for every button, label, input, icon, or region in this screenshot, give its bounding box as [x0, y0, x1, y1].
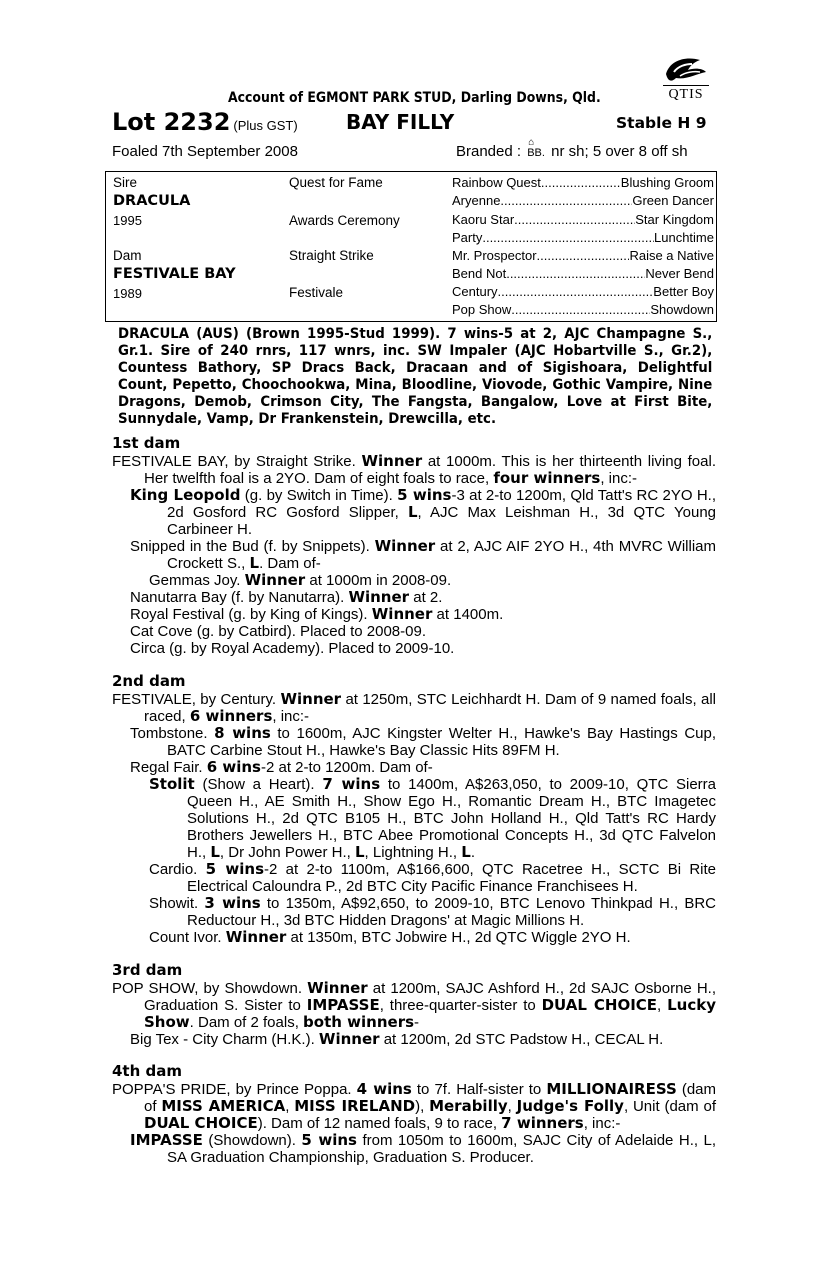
branded-label: Branded :	[456, 143, 522, 160]
vendor-account: Account of EGMONT PARK STUD, Darling Downs, Qld.	[228, 90, 601, 106]
progeny-entry: Stolit (Show a Heart). 7 wins to 1400m, A$263,050, to 2009-10, QTC Sierra Queen H., AE Smith H., Show Ego H., Romantic Dream H., BTC Imagetec Solutions H., 2d QTC B105 H., BTC John Holland H., Qld Tatt's RC Hardy Brothers Jewellers H., BTC Abee Promotional Concepts H., 3d QTC Falvelon H., L, Dr John Power H., L, Lightning H., L.	[149, 775, 717, 861]
sire-summary: DRACULA (AUS) (Brown 1995-Stud 1999). 7 wins-5 at 2, AJC Champagne S., Gr.1. Sire of 240 rnrs, 117 wnrs, inc. SW Impaler (AJC Hobartville S., Gr.2), Countess Bathory, SP Dracs Back, Dracaan and of Sigishoara, Delightful Count, Pepetto, Choochookwa, Mina, Bloodline, Viovode, Gothic Vampire, Nine Dragons, Demob, Crimson City, The Fangsta, Bangalow, Love at First Bite, Sunnydale, Vamp, Dr Frankenstein, Drewcilla, etc.	[118, 326, 713, 427]
qtis-logo	[660, 52, 710, 108]
gen3-row: Aryenne ..... Green Dancer	[452, 192, 714, 210]
branded-info	[456, 137, 688, 160]
dam-dam: Festivale	[289, 285, 344, 300]
second-dam-section	[112, 673, 716, 946]
sire-name: DRACULA	[113, 193, 191, 209]
section-heading: 1st dam	[112, 434, 181, 452]
progeny-entry: Nanutarra Bay (f. by Nanutarra). Winner at 2.	[130, 588, 443, 606]
third-dam-section	[112, 962, 716, 1048]
fourth-dam-section	[112, 1063, 716, 1166]
dam-paragraph: FESTIVALE, by Century. Winner at 1250m, STC Leichhardt H. Dam of 9 named foals, all raced, 6 winners, inc:-	[112, 690, 716, 725]
gen3-row: Century ..... Better Boy	[452, 283, 714, 301]
sire-year: 1995	[113, 213, 142, 228]
gen3-row: Party ..... Lunchtime	[452, 229, 714, 247]
foaled-date: Foaled 7th September 2008	[112, 143, 298, 160]
dam-paragraph: POP SHOW, by Showdown. Winner at 1200m, SAJC Ashford H., 2d SAJC Osborne H., Graduation S. Sister to IMPASSE, three-quarter-sister to DUAL CHOICE, Lucky Show. Dam of 2 foals, both winners-	[112, 979, 716, 1031]
progeny-entry: Snipped in the Bud (f. by Snippets). Winner at 2, AJC AIF 2YO H., 4th MVRC William Crockett S., L. Dam of-	[130, 537, 716, 572]
progeny-entry: Showit. 3 wins to 1350m, A$92,650, to 2009-10, BTC Lenovo Thinkpad H., BRC Reductour H., 3d BTC Hidden Dragons' at Magic Millions H.	[149, 894, 716, 929]
progeny-entry: IMPASSE (Showdown). 5 wins from 1050m to 1600m, SAJC City of Adelaide H., L, SA Graduation Championship, Graduation S. Producer.	[130, 1131, 717, 1166]
first-dam-section	[112, 435, 716, 657]
stable-location: Stable H 9	[616, 114, 707, 132]
dam-name: FESTIVALE BAY	[113, 266, 236, 282]
dam-label: Dam	[113, 248, 142, 263]
sire-dam: Awards Ceremony	[289, 213, 400, 228]
progeny-entry: Cat Cove (g. by Catbird). Placed to 2008-09.	[130, 623, 426, 640]
progeny-entry: King Leopold (g. by Switch in Time). 5 wins-3 at 2-to 1200m, Qld Tatt's RC 2YO H., 2d Gosford RC Gosford Slipper, L, AJC Max Leishman H., 3d QTC Young Carbineer H.	[130, 486, 717, 538]
progeny-entry: Circa (g. by Royal Academy). Placed to 2009-10.	[130, 640, 455, 657]
logo-text: QTIS	[663, 85, 709, 103]
progeny-entry: Count Ivor. Winner at 1350m, BTC Jobwire H., 2d QTC Wiggle 2YO H.	[149, 928, 631, 946]
progeny-entry: Tombstone. 8 wins to 1600m, AJC Kingster Welter H., Hawke's Bay Hastings Cup, BATC Carbine Stout H., Hawke's Bay Classic Hits 89FM H.	[130, 724, 717, 759]
sire-sire: Quest for Fame	[289, 175, 383, 190]
progeny-entry: Cardio. 5 wins-2 at 2-to 1100m, A$166,600, QTC Racetree H., SCTC Bi Rite Electrical Caloundra P., 2d BTC City Pacific Finance Franchisees H.	[149, 860, 716, 895]
dam-paragraph: FESTIVALE BAY, by Straight Strike. Winner at 1000m. This is her thirteenth living foal. Her twelfth foal is a 2YO. Dam of eight foals to race, four winners, inc:-	[112, 452, 716, 487]
progeny-entry: Gemmas Joy. Winner at 1000m in 2008-09.	[149, 571, 452, 589]
section-heading: 4th dam	[112, 1062, 182, 1080]
progeny-entry: Regal Fair. 6 wins-2 at 2-to 1200m. Dam of-	[130, 758, 433, 776]
gen3-row: Rainbow Quest ..... Blushing Groom	[452, 174, 714, 192]
section-heading: 2nd dam	[112, 672, 186, 690]
dam-sire: Straight Strike	[289, 248, 374, 263]
gen3-row: Kaoru Star ..... Star Kingdom	[452, 211, 714, 229]
progeny-entry: Royal Festival (g. by King of Kings). Winner at 1400m.	[130, 605, 504, 623]
section-heading: 3rd dam	[112, 961, 183, 979]
lot-label: Lot 2232	[112, 108, 231, 136]
brand-detail: nr sh; 5 over 8 off sh	[551, 143, 688, 160]
dam-year: 1989	[113, 286, 142, 301]
pedigree-table	[105, 171, 717, 322]
brand-mark: ⌂ BB.	[527, 137, 545, 159]
lot-number	[112, 108, 298, 136]
gen3-row: Mr. Prospector ..... Raise a Native	[452, 247, 714, 265]
progeny-entry: Big Tex - City Charm (H.K.). Winner at 1200m, 2d STC Padstow H., CECAL H.	[130, 1030, 664, 1048]
dam-paragraph: POPPA'S PRIDE, by Prince Poppa. 4 wins to 7f. Half-sister to MILLIONAIRESS (dam of MISS AMERICA, MISS IRELAND), Merabilly, Judge's Folly, Unit (dam of DUAL CHOICE). Dam of 12 named foals, 9 to race, 7 winners, inc:-	[112, 1080, 717, 1132]
gen3-row: Pop Show ..... Showdown	[452, 301, 714, 319]
horse-description: BAY FILLY	[346, 110, 455, 134]
gen3-row: Bend Not ..... Never Bend	[452, 265, 714, 283]
brand-crown-icon: ⌂	[528, 137, 535, 148]
sire-label: Sire	[113, 175, 138, 190]
gst-note: (Plus GST)	[233, 118, 298, 133]
